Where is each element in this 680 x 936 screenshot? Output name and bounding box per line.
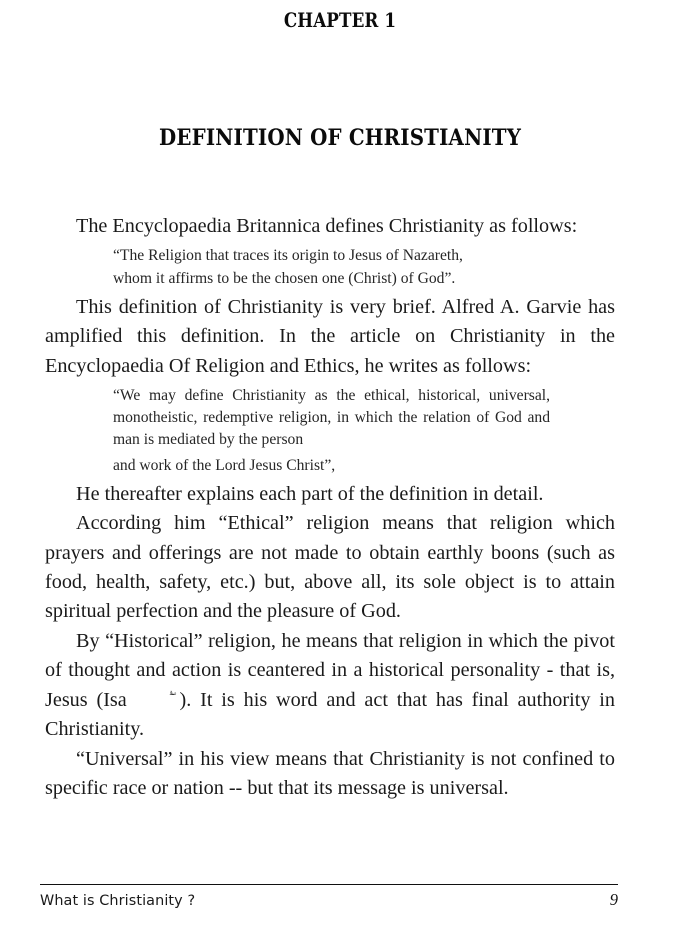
page-title: DEFINITION OF CHRISTIANITY [158, 125, 522, 151]
blockquote-2-last-line [113, 455, 550, 480]
alayhi-salam-honorific-icon [136, 692, 171, 707]
blockquote-1 [113, 241, 550, 292]
quote-1-line-1: “The Religion that traces its origin to Jesus of Nazareth, [113, 247, 463, 265]
chapter-label: CHAPTER 1 [283, 9, 397, 32]
paragraph-2: This definition of Christianity is very brief. Alfred A. Garvie has amplified this definition. In the article on Christianity in the Encyclopaedia Of Religion and Ethics, he writes as follows: [45, 295, 615, 377]
paragraph-3: He thereafter explains each part of the definition in detail. [76, 482, 544, 505]
footer-page-number: 9 [609, 890, 618, 909]
paragraph-5 [45, 627, 615, 745]
footer-book-title: What is Christianity ? [40, 893, 196, 909]
paragraph-1: The Encyclopaedia Britannica defines Christianity as follows: [76, 215, 578, 237]
quote-1-line-2: whom it affirms to be the chosen one (Christ) of God”. [113, 269, 456, 287]
body-content [45, 212, 615, 803]
paragraph-5-part-a: By “Historical” religion, he means that religion in which the pivot of thought and action is ceantered in a historical personality - that is, Jesus (Isa [45, 629, 615, 711]
quote-2-last: and work of the Lord Jesus Christ”, [113, 456, 336, 474]
paragraph-5-part-b: ). It is his word and act that has final authority in Christianity. [45, 688, 615, 741]
paragraph-4: According him “Ethical” religion means that religion which prayers and offerings are not made to obtain earthly boons (such as food, health, safety, etc.) but, above all, its sole object is to attain spiritual perfection and the pleasure of God. [45, 512, 615, 623]
quote-2-main: “We may define Christianity as the ethical, historical, universal, monotheistic, redemptive religion, in which the relation of God and man is mediated by the person [113, 387, 550, 449]
page-footer [40, 884, 618, 910]
blockquote-2 [113, 381, 550, 455]
paragraph-6: “Universal” in his view means that Christianity is not confined to specific race or nation -- but that its message is universal. [45, 747, 615, 799]
